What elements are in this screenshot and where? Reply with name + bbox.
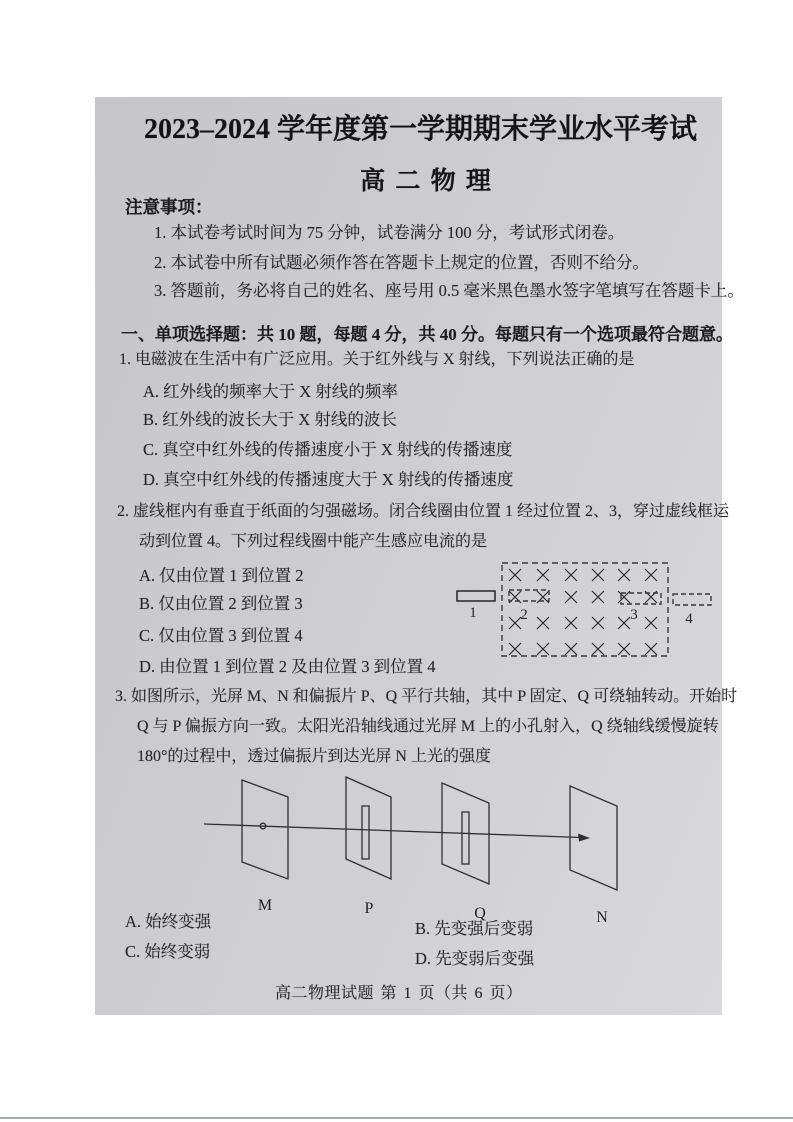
coil-position-2-box (509, 590, 549, 601)
question-3-option-d: D. 先变弱后变强 (415, 949, 535, 968)
field-into-page-cross (565, 617, 577, 629)
field-into-page-cross (565, 643, 577, 655)
q2-field-diagram (453, 559, 718, 664)
notice-item-2: 2. 本试卷中所有试题必须作答在答题卡上规定的位置，否则不给分。 (154, 253, 649, 272)
question-1-stem: 1. 电磁波在生活中有广泛应用。关于红外线与 X 射线，下列说法正确的是 (119, 351, 635, 368)
field-into-page-cross (618, 617, 630, 629)
plate-label-q: Q (474, 905, 486, 922)
field-into-page-cross (645, 643, 657, 655)
field-into-page-cross (592, 569, 604, 581)
field-into-page-cross (509, 643, 521, 655)
exam-subject-title: 高 二 物 理 (360, 168, 493, 195)
plate-label-p: P (364, 900, 374, 917)
position-label-4: 4 (685, 611, 693, 627)
section-heading: 一、单项选择题：共 10 题，每题 4 分，共 40 分。每题只有一个选项最符合题意。 (121, 325, 733, 344)
field-into-page-cross (592, 591, 604, 603)
coil-position-4-box (673, 594, 711, 605)
field-into-page-cross (537, 643, 549, 655)
position-label-1: 1 (469, 605, 477, 621)
question-2-option-d: D. 由位置 1 到位置 2 及由位置 3 到位置 4 (139, 657, 436, 676)
field-into-page-cross (618, 569, 630, 581)
field-into-page-cross (645, 617, 657, 629)
question-2-option-c: C. 仅由位置 3 到位置 4 (139, 626, 303, 645)
field-into-page-cross (592, 617, 604, 629)
question-1-option-c: C. 真空中红外线的传播速度小于 X 射线的传播速度 (143, 440, 513, 459)
question-3-option-a: A. 始终变强 (125, 912, 212, 931)
question-2-option-a: A. 仅由位置 1 到位置 2 (139, 566, 304, 585)
field-into-page-cross (565, 591, 577, 603)
plate-label-n: N (596, 909, 608, 926)
exam-paper (95, 97, 744, 1015)
question-1-option-a: A. 红外线的频率大于 X 射线的频率 (143, 382, 398, 401)
position-label-3: 3 (630, 607, 638, 623)
position-label-2: 2 (520, 607, 528, 623)
notice-item-1: 1. 本试卷考试时间为 75 分钟，试卷满分 100 分，考试形式闭卷。 (154, 223, 625, 242)
field-into-page-cross (618, 643, 630, 655)
polarizer-q-slit (462, 812, 469, 864)
question-1-option-d: D. 真空中红外线的传播速度大于 X 射线的传播速度 (143, 470, 514, 489)
plate-label-m: M (257, 897, 273, 914)
field-into-page-cross (509, 569, 521, 581)
q3-optics-diagram (190, 772, 650, 927)
coil-position-1-box (457, 591, 495, 601)
question-2-stem: 2. 虚线框内有垂直于纸面的匀强磁场。闭合线圈由位置 1 经过位置 2、3，穿过虚线框运动到位置 4。下列过程线圈中能产生感应电流的是 (117, 503, 730, 550)
question-1-option-b: B. 红外线的波长大于 X 射线的波长 (143, 410, 397, 429)
field-into-page-cross (592, 643, 604, 655)
plate-m (242, 780, 288, 879)
field-into-page-cross (537, 569, 549, 581)
notice-item-3: 3. 答题前，务必将自己的姓名、座号用 0.5 毫米黑色墨水签字笔填写在答题卡上。 (154, 281, 744, 300)
field-into-page-cross (537, 617, 549, 629)
light-axis-arrowhead (578, 834, 590, 842)
question-3-option-b: B. 先变强后变弱 (415, 919, 534, 938)
field-into-page-cross (565, 569, 577, 581)
polarizer-p-slit (362, 806, 369, 859)
question-3-stem: 3. 如图所示，光屏 M、N 和偏振片 P、Q 平行共轴，其中 P 固定、Q 可绕轴转动。开始时 Q 与 P 偏振方向一致。太阳光沿轴线通过光屏 M 上的小孔射入，Q 绕轴线缓慢旋转 180°的过程中，透过偏振片到达光屏 N 上光的强度 (115, 688, 738, 765)
question-2-option-b: B. 仅由位置 2 到位置 3 (139, 594, 303, 613)
question-3-option-c: C. 始终变弱 (125, 942, 211, 961)
field-into-page-cross (509, 617, 521, 629)
exam-title: 2023–2024 学年度第一学期期末学业水平考试 (143, 114, 697, 145)
page-footer: 高二物理试题 第 1 页（共 6 页） (275, 985, 523, 1002)
field-into-page-cross (645, 569, 657, 581)
notice-heading: 注意事项： (125, 197, 213, 217)
screenshot-bottom-border (0, 1117, 793, 1119)
